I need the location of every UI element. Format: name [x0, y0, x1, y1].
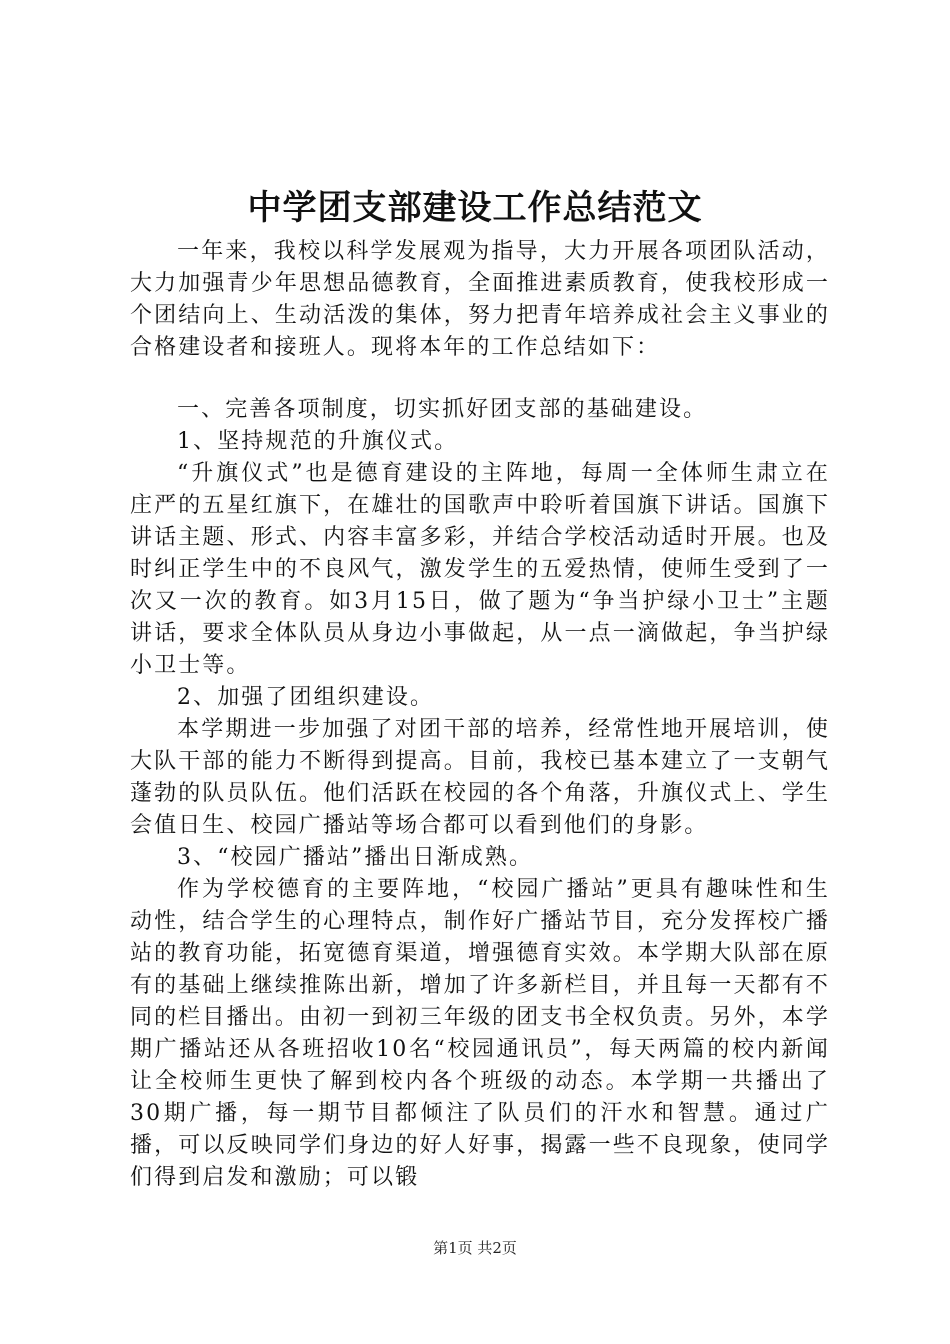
subheading-3: 3、“校园广播站”播出日渐成熟。: [177, 845, 534, 870]
subheading-1: 1、坚持规范的升旗仪式。: [177, 429, 459, 454]
paragraph-organization: 本学期进一步加强了对团干部的培养，经常性地开展培训，使大队干部的能力不断得到提高。目前，我校已基本建立了一支朝气蓬勃的队员队伍。他们活跃在校园的各个角落，升旗仪式上、学生会值日生、校园广播站等场合都可以看到他们的身影。: [130, 717, 830, 838]
paragraph-flag-ceremony: “升旗仪式”也是德育建设的主阵地，每周一全体师生肃立在庄严的五星红旗下，在雄壮的国歌声中聆听着国旗下讲话。国旗下讲话主题、形式、内容丰富多彩，并结合学校活动适时开展。也及时纠正学生中的不良风气，激发学生的五爱热情，使师生受到了一次又一次的教育。如3月15日，做了题为“争当护绿小卫士”主题讲话，要求全体队员从身边小事做起，从一点一滴做起，争当护绿小卫士等。: [130, 461, 830, 678]
section-heading-1: 一、完善各项制度，切实抓好团支部的基础建设。: [177, 397, 708, 422]
document-title: 中学团支部建设工作总结范文: [247, 188, 703, 228]
paragraph-gap: [130, 364, 830, 394]
page-footer: 第1页 共2页: [433, 1239, 517, 1257]
paragraph-broadcast-station: 作为学校德育的主要阵地，“校园广播站”更具有趣味性和生动性，结合学生的心理特点，制作好广播站节目，充分发挥校广播站的教育功能，拓宽德育渠道，增强德育实效。本学期大队部在原有的基础上继续推陈出新，增加了许多新栏目，并且每一天都有不同的栏目播出。由初一到初三年级的团支书全权负责。另外，本学期广播站还从各班招收10名“校园通讯员”，每天两篇的校内新闻让全校师生更快了解到校内各个班级的动态。本学期一共播出了30期广播，每一期节目都倾注了队员们的汗水和智慧。通过广播，可以反映同学们身边的好人好事，揭露一些不良现象，使同学们得到启发和激励；可以锻: [130, 877, 830, 1190]
document-body: [130, 236, 830, 1194]
subheading-2: 2、加强了团组织建设。: [177, 685, 435, 710]
intro-paragraph: 一年来，我校以科学发展观为指导，大力开展各项团队活动，大力加强青少年思想品德教育，全面推进素质教育，使我校形成一个团结向上、生动活泼的集体，努力把青年培养成社会主义事业的合格建设者和接班人。现将本年的工作总结如下：: [130, 239, 830, 360]
